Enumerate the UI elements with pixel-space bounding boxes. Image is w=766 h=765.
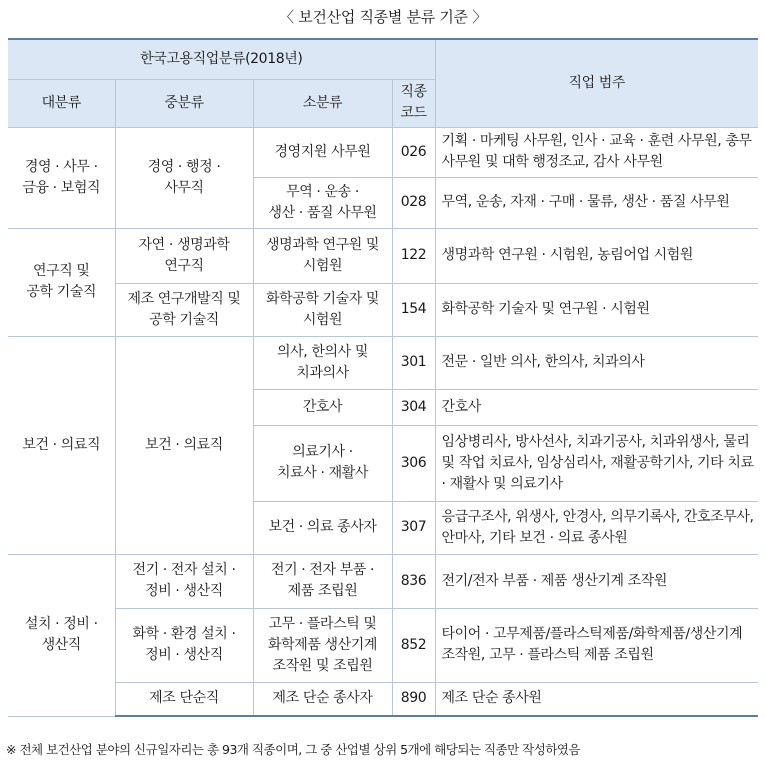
cell-middle: 자연 · 생명과학 연구직	[115, 228, 253, 283]
cell-desc: 생명과학 연구원 · 시험원, 농림어업 시험원	[435, 228, 758, 283]
cell-code: 028	[392, 177, 435, 228]
table-row	[8, 283, 758, 336]
header-category: 직업 범주	[435, 39, 758, 127]
cell-code: 307	[392, 501, 435, 554]
cell-code: 026	[392, 127, 435, 177]
cell-minor: 무역 · 운송 · 생산 · 품질 사무원	[253, 177, 392, 228]
cell-minor: 의료기사 · 치료사 · 재활사	[253, 425, 392, 501]
table-row	[8, 228, 758, 283]
cell-desc: 무역, 운송, 자재 · 구매 · 물류, 생산 · 품질 사무원	[435, 177, 758, 228]
header-group: 한국고용직업분류(2018년)	[8, 39, 435, 79]
occupation-classification-table	[8, 38, 758, 717]
cell-middle: 제조 단순직	[115, 682, 253, 716]
cell-code: 852	[392, 608, 435, 682]
cell-minor: 경영지원 사무원	[253, 127, 392, 177]
table-row	[8, 336, 758, 389]
cell-middle: 화학 · 환경 설치 · 정비 · 생산직	[115, 608, 253, 682]
cell-code: 304	[392, 389, 435, 425]
cell-minor: 고무 · 플라스틱 및 화학제품 생산기계 조작원 및 조립원	[253, 608, 392, 682]
table-row	[8, 127, 758, 177]
table-title: 〈 보건산업 직종별 분류 기준 〉	[279, 8, 487, 26]
header-minor: 소분류	[253, 79, 392, 127]
cell-code: 154	[392, 283, 435, 336]
cell-desc: 기획 · 마케팅 사무원, 인사 · 교육 · 훈련 사무원, 총무 사무원 및 대학 행정조교, 감사 사무원	[435, 127, 758, 177]
cell-minor: 제조 단순 종사자	[253, 682, 392, 716]
cell-middle: 전기 · 전자 설치 · 정비 · 생산직	[115, 554, 253, 608]
cell-middle: 보건 · 의료직	[115, 336, 253, 554]
cell-minor: 의사, 한의사 및 치과의사	[253, 336, 392, 389]
cell-minor: 생명과학 연구원 및 시험원	[253, 228, 392, 283]
cell-code: 306	[392, 425, 435, 501]
header-major: 대분류	[8, 79, 115, 127]
table-row	[8, 608, 758, 682]
cell-code: 122	[392, 228, 435, 283]
cell-desc: 제조 단순 종사원	[435, 682, 758, 716]
cell-major: 연구직 및 공학 기술직	[8, 228, 115, 336]
cell-desc: 전문 · 일반 의사, 한의사, 치과의사	[435, 336, 758, 389]
cell-middle: 경영 · 행정 · 사무직	[115, 127, 253, 228]
cell-minor: 보건 · 의료 종사자	[253, 501, 392, 554]
cell-code: 301	[392, 336, 435, 389]
header-row-1	[8, 39, 758, 79]
cell-minor: 간호사	[253, 389, 392, 425]
cell-desc: 임상병리사, 방사선사, 치과기공사, 치과위생사, 물리 및 작업 치료사, 임상심리사, 재활공학기사, 기타 치료 · 재활사 및 의료기사	[435, 425, 758, 501]
table-row	[8, 554, 758, 608]
cell-code: 836	[392, 554, 435, 608]
cell-desc: 전기/전자 부품 · 제품 생산기계 조작원	[435, 554, 758, 608]
cell-major: 경영 · 사무 · 금융 · 보험직	[8, 127, 115, 228]
cell-minor: 화학공학 기술자 및 시험원	[253, 283, 392, 336]
cell-code: 890	[392, 682, 435, 716]
header-middle: 중분류	[115, 79, 253, 127]
cell-desc: 간호사	[435, 389, 758, 425]
cell-major: 설치 · 정비 · 생산직	[8, 554, 115, 716]
cell-desc: 응급구조사, 위생사, 안경사, 의무기록사, 간호조무사, 안마사, 기타 보건 · 의료 종사원	[435, 501, 758, 554]
cell-desc: 타이어 · 고무제품/플라스틱제품/화학제품/생산기계 조작원, 고무 · 플라스틱 제품 조립원	[435, 608, 758, 682]
cell-middle: 제조 연구개발직 및 공학 기술직	[115, 283, 253, 336]
table-row	[8, 682, 758, 716]
cell-major: 보건 · 의료직	[8, 336, 115, 554]
cell-minor: 전기 · 전자 부품 · 제품 조립원	[253, 554, 392, 608]
header-code: 직종 코드	[392, 79, 435, 127]
footnote: ※ 전체 보건산업 분야의 신규일자리는 총 93개 직종이며, 그 중 산업별 상위 5개에 해당되는 직종만 작성하였음	[6, 742, 581, 757]
cell-desc: 화학공학 기술자 및 연구원 · 시험원	[435, 283, 758, 336]
